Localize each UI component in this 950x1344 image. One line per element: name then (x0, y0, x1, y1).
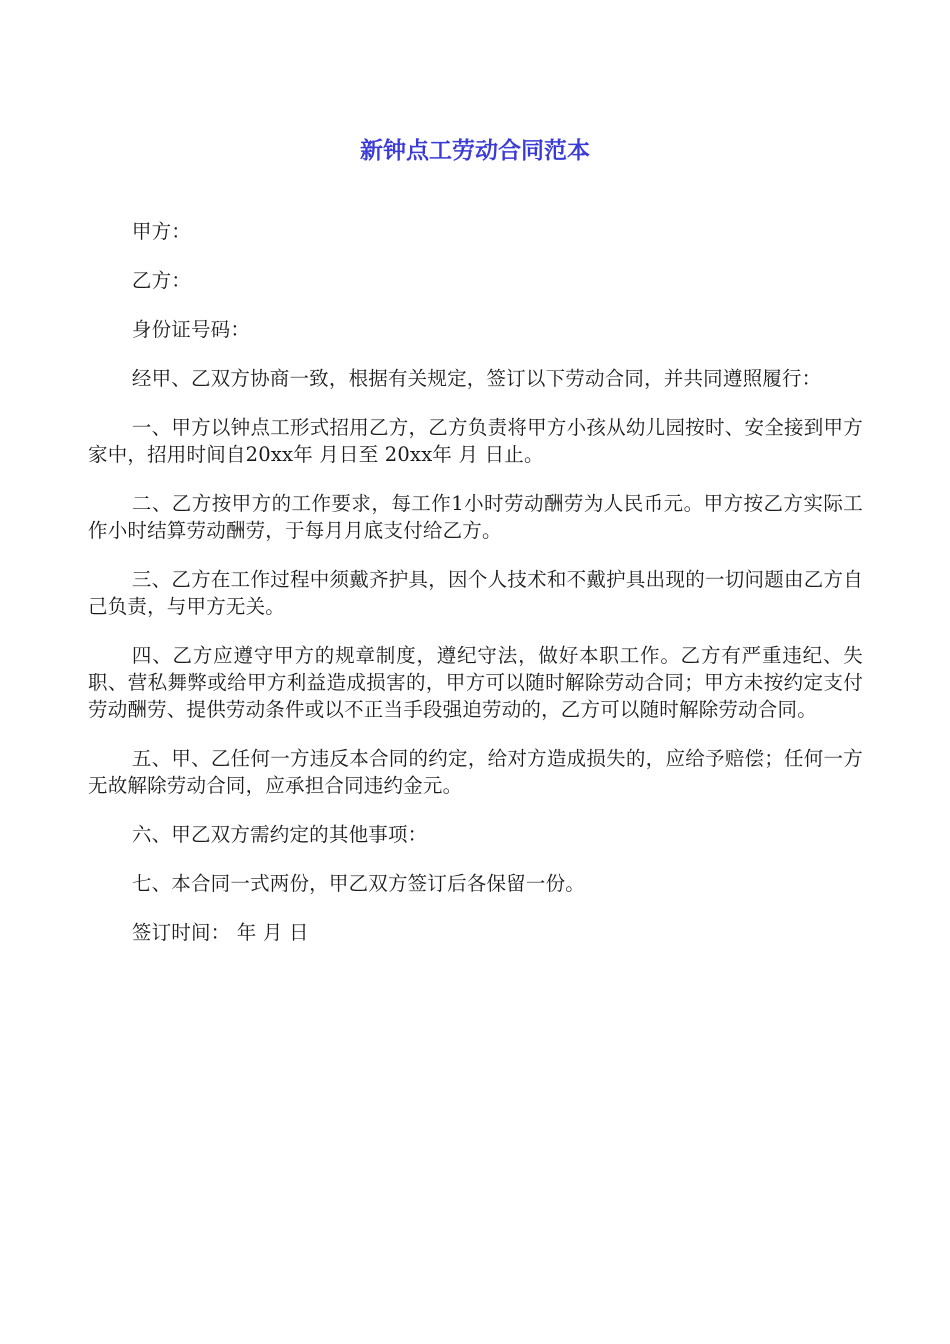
signing-date-line: 签订时间： 年 月 日 (131, 921, 309, 944)
clause-5: 五、甲、乙任何一方违反本合同的约定，给对方造成损失的，应给予赔偿；任何一方无故解除劳动合同，应承担合同违约金元。 (88, 747, 863, 797)
id-number-line: 身份证号码： (131, 318, 251, 341)
document-title: 新钟点工劳动合同范本 (360, 138, 590, 164)
clause-2: 二、乙方按甲方的工作要求，每工作1小时劳动酬劳为人民币元。甲方按乙方实际工作小时结算劳动酬劳，于每月月底支付给乙方。 (88, 492, 863, 542)
clause-1: 一、甲方以钟点工形式招用乙方，乙方负责将甲方小孩从幼儿园按时、安全接到甲方家中，招用时间自20xx年 月日至 20xx年 月 日止。 (88, 416, 863, 466)
clause-6: 六、甲乙双方需约定的其他事项： (131, 823, 428, 846)
clause-4: 四、乙方应遵守甲方的规章制度，遵纪守法，做好本职工作。乙方有严重违纪、失职、营私舞弊或给甲方利益造成损害的，甲方可以随时解除劳动合同；甲方未按约定支付劳动酬劳、提供劳动条件或以不正当手段强迫劳动的，乙方可以随时解除劳动合同。 (88, 644, 863, 721)
party-b-line: 乙方： (131, 269, 191, 292)
party-a-line: 甲方： (131, 220, 191, 243)
document-body (88, 218, 863, 968)
clause-3: 三、乙方在工作过程中须戴齐护具，因个人技术和不戴护具出现的一切问题由乙方自己负责，与甲方无关。 (88, 568, 863, 618)
preamble-paragraph: 经甲、乙双方协商一致，根据有关规定，签订以下劳动合同，并共同遵照履行： (131, 367, 822, 390)
clause-7: 七、本合同一式两份，甲乙双方签订后各保留一份。 (131, 872, 585, 895)
